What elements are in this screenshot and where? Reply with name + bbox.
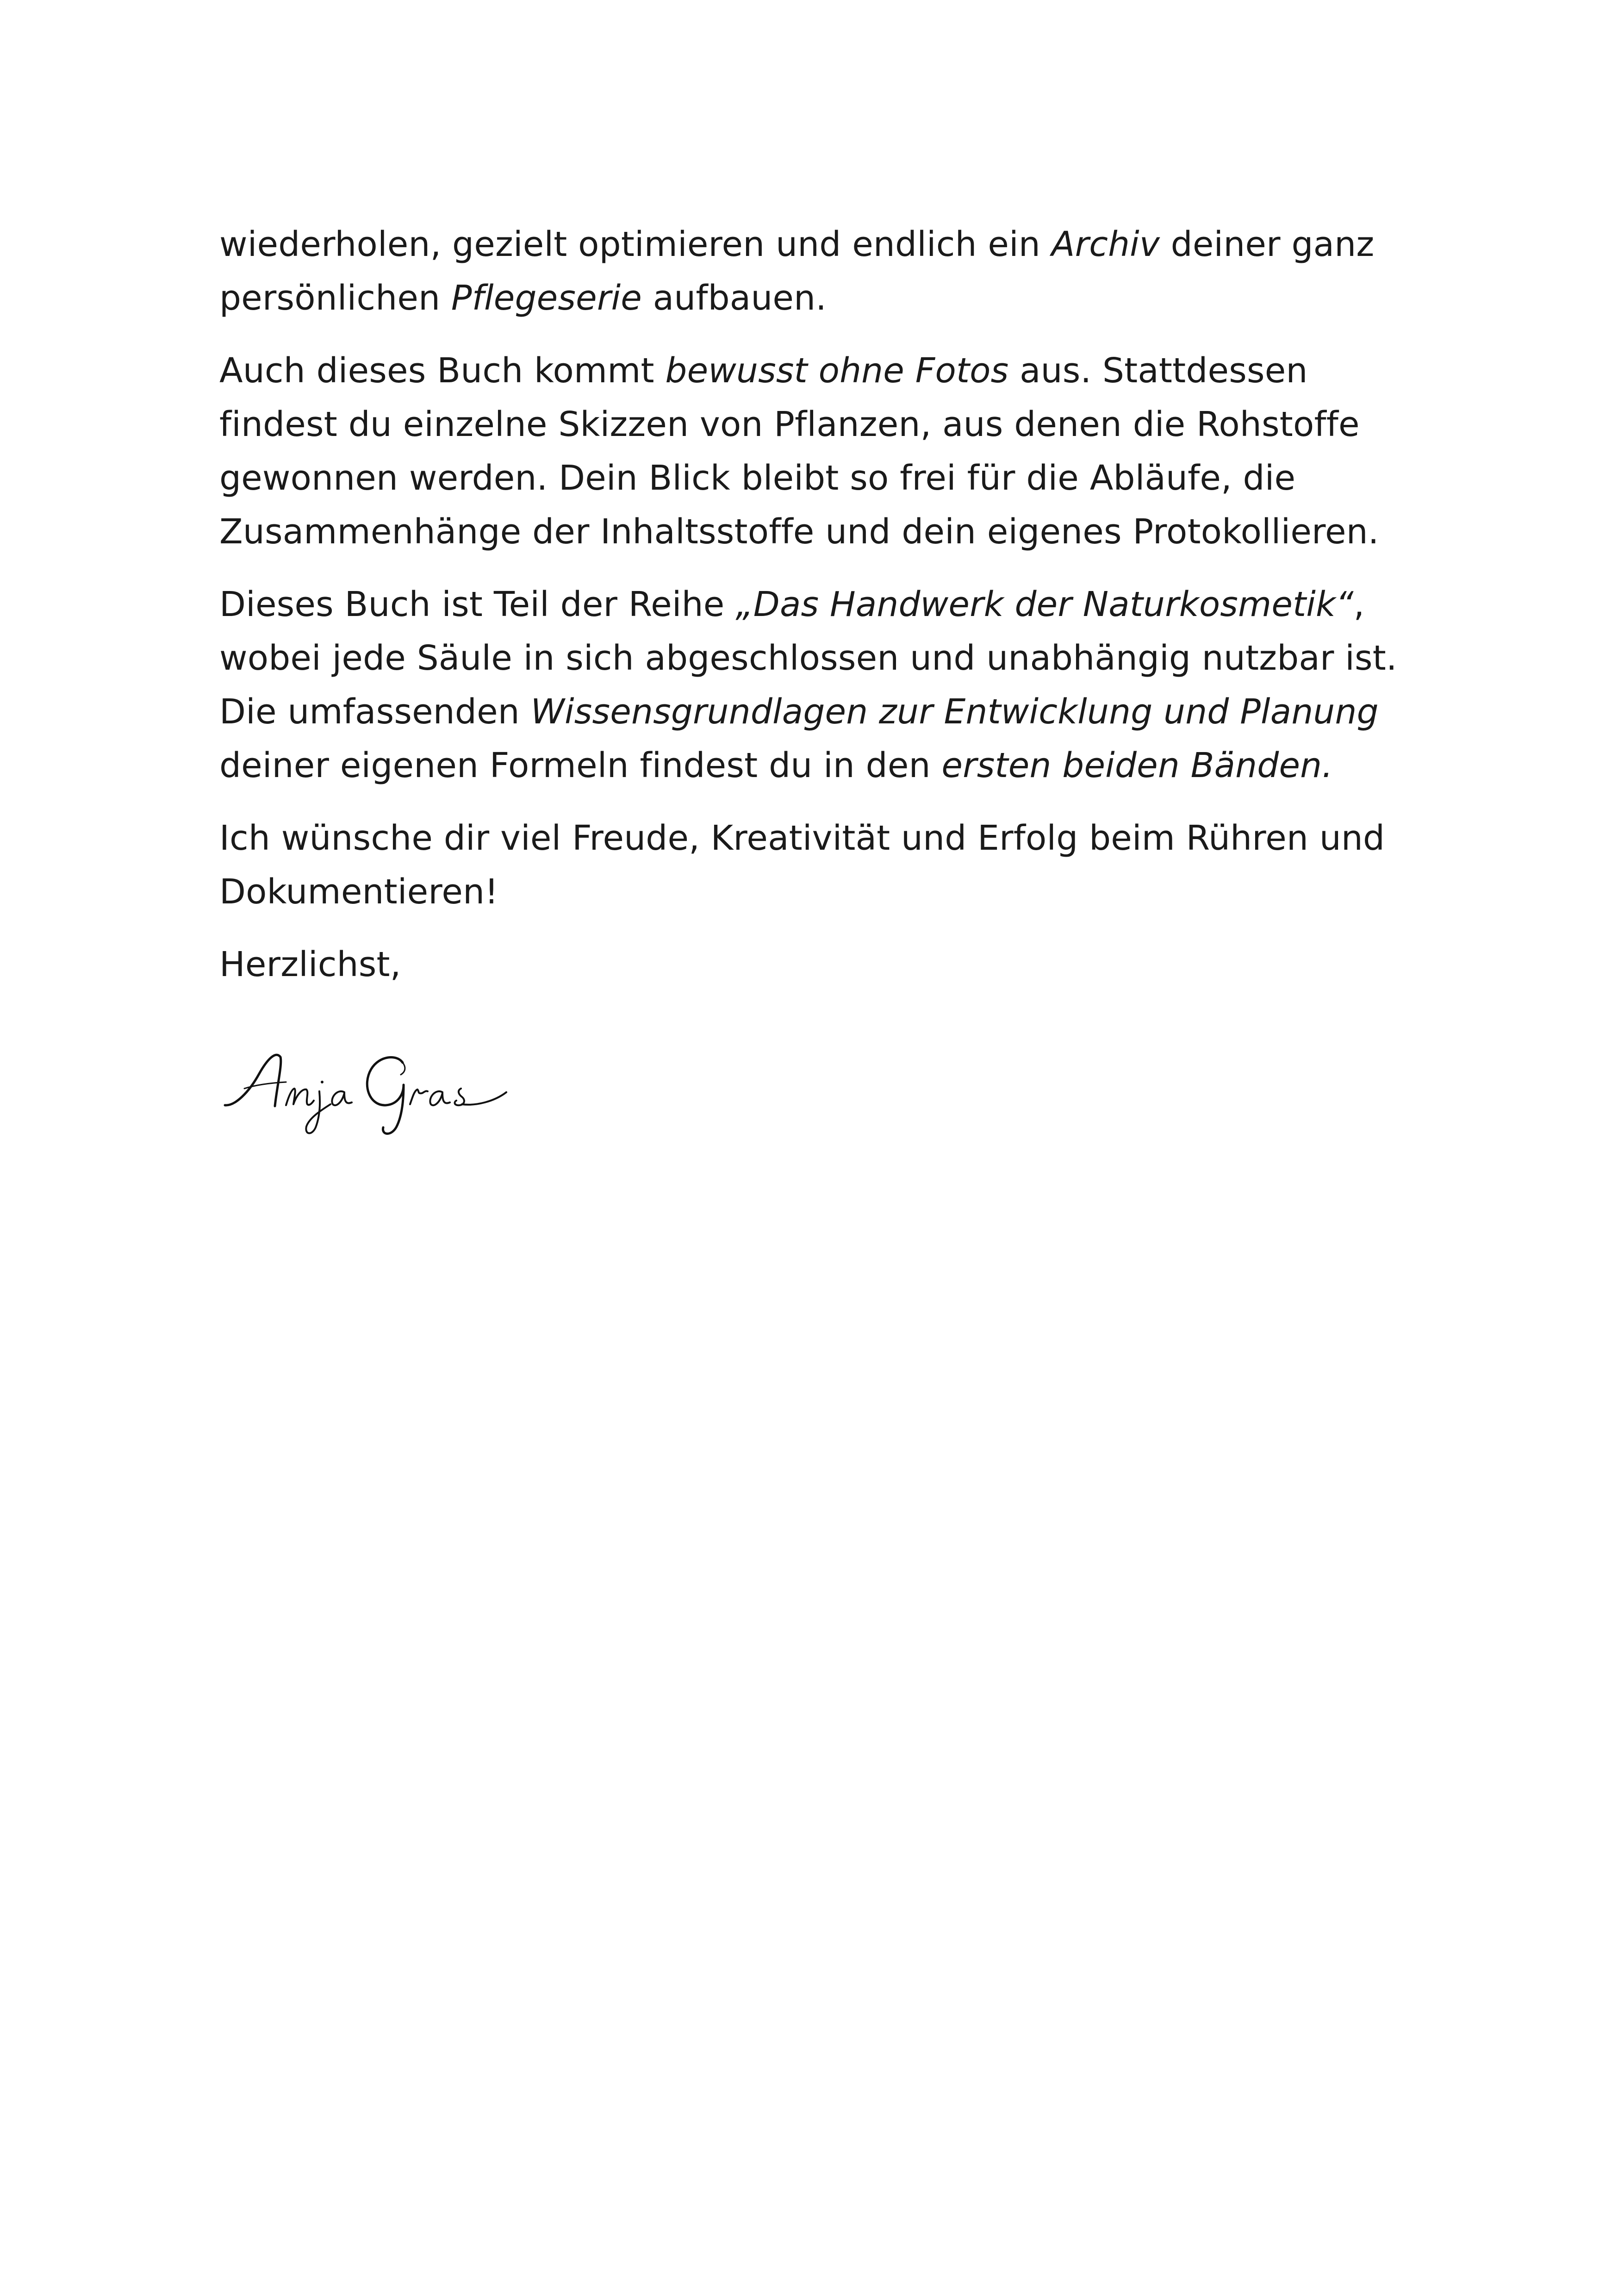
text-line [219,631,1423,685]
text-line [219,938,1423,991]
text-line [219,811,1423,865]
text-line [219,685,1423,739]
paragraph [219,938,1423,991]
body-text: Herzlichst, [219,945,401,984]
emphasized-text: Wissensgrundlagen zur Entwicklung und Planung [530,692,1379,732]
handwritten-signature [217,1037,513,1143]
text-line [219,739,1423,792]
emphasized-text: „Das Handwerk der Naturkosmetik“ [735,585,1354,624]
text-line [219,344,1423,398]
letter-body [219,218,1423,1010]
emphasized-text: bewusst ohne Fotos [665,351,1009,391]
body-text: gewonnen werden. Dein Blick bleibt so frei für die Abläufe, die [219,458,1296,498]
text-line [219,218,1423,271]
text-line [219,451,1423,505]
text-line [219,578,1423,631]
body-text: findest du einzelne Skizzen von Pflanzen, aus denen die Rohstoffe [219,404,1360,444]
paragraph [219,578,1423,792]
body-text: Dieses Buch ist Teil der Reihe [219,585,736,624]
body-text: Zusammenhänge der Inhaltsstoffe und dein eigenes Protokollieren. [219,512,1379,552]
body-text: Auch dieses Buch kommt [219,351,666,391]
text-line [219,271,1423,325]
body-text: wobei jede Säule in sich abgeschlossen und unabhängig nutzbar ist. [219,638,1397,678]
body-text: aufbauen. [641,278,827,318]
text-line [219,505,1423,559]
body-text: wiederholen, gezielt optimieren und endlich ein [219,224,1052,264]
emphasized-text: Archiv [1051,224,1160,264]
text-line [219,865,1423,919]
text-line [219,398,1423,451]
body-text: deiner eigenen Formeln findest du in den [219,746,942,785]
body-text: deiner ganz [1159,224,1375,264]
body-text: Ich wünsche dir viel Freude, Kreativität und Erfolg beim Rühren und [219,818,1385,858]
emphasized-text: Pflegeserie [451,278,642,318]
body-text: , [1353,585,1365,624]
emphasized-text: ersten beiden Bänden. [941,746,1333,785]
body-text: persönlichen [219,278,451,318]
body-text: Die umfassenden [219,692,531,732]
paragraph [219,344,1423,559]
paragraph [219,811,1423,919]
body-text: Dokumentieren! [219,872,499,912]
body-text: aus. Stattdessen [1008,351,1308,391]
paragraph [219,218,1423,325]
